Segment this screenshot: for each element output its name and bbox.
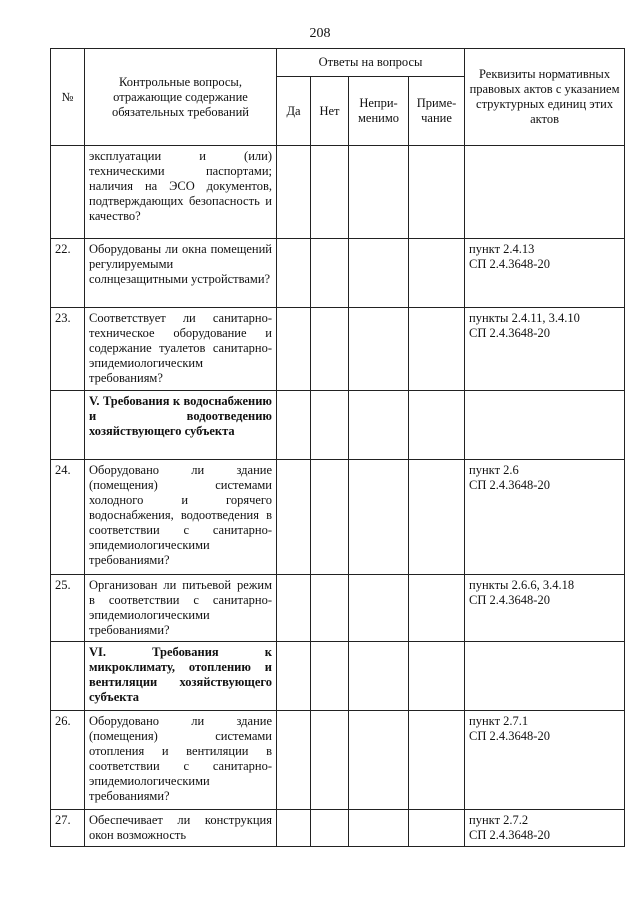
answer-yes-cell (277, 810, 311, 847)
requisite-clause: пункт 2.6 (469, 463, 519, 477)
answer-no-cell (311, 642, 349, 711)
answer-yes-cell (277, 308, 311, 391)
answer-yes-cell (277, 146, 311, 239)
row-question: Оборудовано ли здание (помещения) системами холодного и горячего водоснабжения, водоотведения в соответствии с санитарно-эпидемиологическими требованиями? (85, 460, 277, 575)
requisite-clause: пункт 2.7.1 (469, 714, 529, 728)
header-num: № (51, 49, 85, 146)
requisite-clause: пункт 2.4.13 (469, 242, 535, 256)
answer-yes-cell (277, 391, 311, 460)
row-number (51, 391, 85, 460)
answer-na-cell (349, 642, 409, 711)
section-row (51, 391, 625, 460)
requisite-act: СП 2.4.3648-20 (469, 828, 550, 842)
row-question: Организован ли питьевой режим в соответствии с санитарно-эпидемиологическими требованиями? (85, 575, 277, 642)
row-requisites (465, 642, 625, 711)
row-requisites (465, 391, 625, 460)
header-questions: Контрольные вопросы, отражающие содержание обязательных требований (85, 49, 277, 146)
table-row (51, 810, 625, 847)
answer-no-cell (311, 391, 349, 460)
answer-no-cell (311, 575, 349, 642)
row-requisites (465, 308, 625, 391)
requisite-clause: пункты 2.4.11, 3.4.10 (469, 311, 580, 325)
row-requisites (465, 146, 625, 239)
answer-note-cell (409, 642, 465, 711)
answer-yes-cell (277, 642, 311, 711)
answer-note-cell (409, 711, 465, 810)
row-number: 27. (51, 810, 85, 847)
answer-note-cell (409, 391, 465, 460)
row-question: эксплуатации и (или) техническими паспортами; наличия на ЭСО документов, подтверждающих безопасность и качество? (85, 146, 277, 239)
row-question: Оборудовано ли здание (помещения) системами отопления и вентиляции в соответствии с санитарно-эпидемиологическими требованиями? (85, 711, 277, 810)
header-answers: Ответы на вопросы (277, 49, 465, 77)
answer-na-cell (349, 391, 409, 460)
header-note: Приме-чание (409, 77, 465, 146)
header-no: Нет (311, 77, 349, 146)
row-number (51, 146, 85, 239)
requisite-clause: пункт 2.7.2 (469, 813, 529, 827)
requisite-act: СП 2.4.3648-20 (469, 478, 550, 492)
answer-na-cell (349, 711, 409, 810)
table-row (51, 146, 625, 239)
row-number: 25. (51, 575, 85, 642)
table-row (51, 711, 625, 810)
answer-na-cell (349, 308, 409, 391)
section-row (51, 642, 625, 711)
requisite-act: СП 2.4.3648-20 (469, 257, 550, 271)
answer-na-cell (349, 575, 409, 642)
answer-no-cell (311, 146, 349, 239)
requisite-act: СП 2.4.3648-20 (469, 593, 550, 607)
answer-na-cell (349, 460, 409, 575)
answer-note-cell (409, 308, 465, 391)
row-requisites (465, 460, 625, 575)
requisite-clause: пункты 2.6.6, 3.4.18 (469, 578, 575, 592)
table-row (51, 575, 625, 642)
answer-note-cell (409, 575, 465, 642)
row-number: 26. (51, 711, 85, 810)
row-number: 22. (51, 239, 85, 308)
requisite-act: СП 2.4.3648-20 (469, 729, 550, 743)
answer-no-cell (311, 810, 349, 847)
row-number: 24. (51, 460, 85, 575)
header-yes: Да (277, 77, 311, 146)
row-requisites (465, 239, 625, 308)
row-requisites (465, 575, 625, 642)
answer-na-cell (349, 146, 409, 239)
row-requisites (465, 711, 625, 810)
requisite-act: СП 2.4.3648-20 (469, 326, 550, 340)
answer-note-cell (409, 810, 465, 847)
row-question: Оборудованы ли окна помещений регулируемыми солнцезащитными устройствами? (85, 239, 277, 308)
table-row (51, 460, 625, 575)
row-question: Соответствует ли санитарно-техническое оборудование и содержание туалетов санитарно-эпидемиологическим требованиям? (85, 308, 277, 391)
row-question: Обеспечивает ли конструкция окон возможность (85, 810, 277, 847)
row-requisites (465, 810, 625, 847)
answer-yes-cell (277, 575, 311, 642)
checklist-table (50, 48, 625, 847)
answer-na-cell (349, 810, 409, 847)
page-number: 208 (309, 26, 331, 41)
answer-no-cell (311, 239, 349, 308)
table-row (51, 239, 625, 308)
row-number (51, 642, 85, 711)
row-number: 23. (51, 308, 85, 391)
section-heading: VI. Требования к микроклимату, отоплению и вентиляции хозяйствующего субъекта (85, 642, 277, 711)
header-requisites: Реквизиты нормативных правовых актов с указанием структурных единиц этих актов (465, 49, 625, 146)
answer-yes-cell (277, 460, 311, 575)
answer-na-cell (349, 239, 409, 308)
table-row (51, 308, 625, 391)
answer-yes-cell (277, 711, 311, 810)
answer-note-cell (409, 239, 465, 308)
section-heading: V. Требования к водоснабжению и водоотведению хозяйствующего субъекта (85, 391, 277, 460)
answer-note-cell (409, 146, 465, 239)
answer-no-cell (311, 308, 349, 391)
answer-yes-cell (277, 239, 311, 308)
answer-no-cell (311, 460, 349, 575)
answer-no-cell (311, 711, 349, 810)
header-not-applicable: Непри-менимо (349, 77, 409, 146)
answer-note-cell (409, 460, 465, 575)
